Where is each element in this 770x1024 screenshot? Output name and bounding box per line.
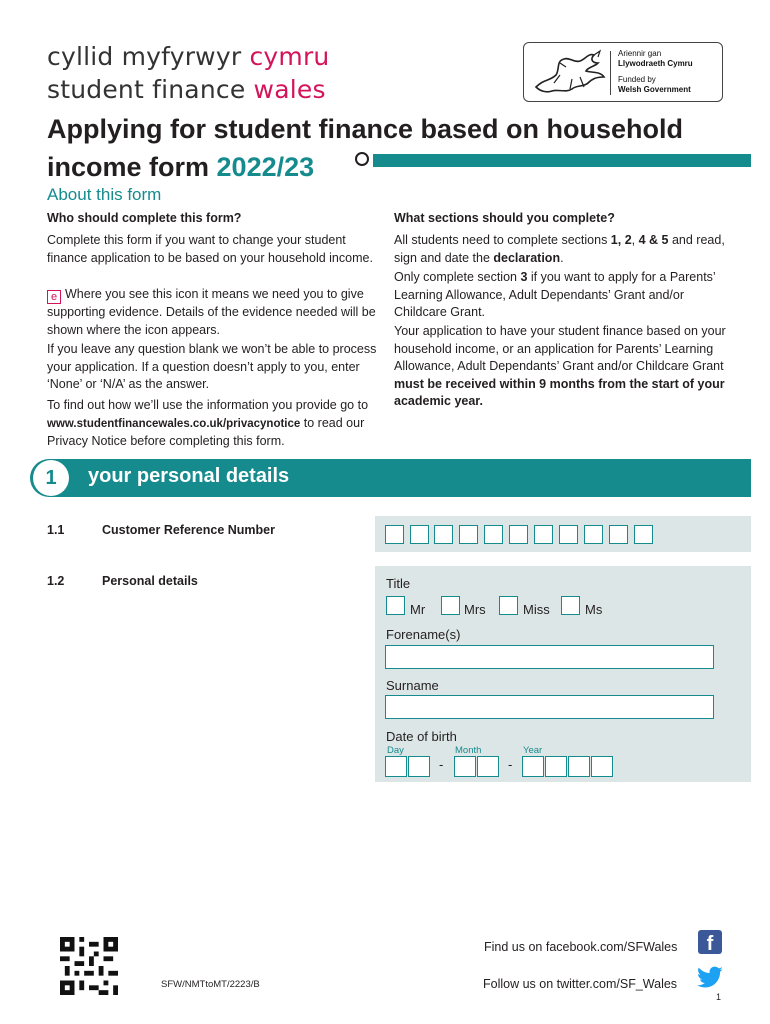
title-mr-checkbox[interactable] bbox=[386, 596, 405, 615]
facebook-icon[interactable]: f bbox=[698, 930, 722, 954]
title-year: 2022/23 bbox=[216, 152, 315, 182]
gov-logo-line4: Welsh Government bbox=[618, 85, 691, 94]
page-title bbox=[47, 110, 683, 186]
dragon-emblem-icon bbox=[530, 49, 610, 95]
gov-logo-line1: Ariennir gan bbox=[618, 49, 662, 58]
title-ms-checkbox[interactable] bbox=[561, 596, 580, 615]
dob-year-box[interactable] bbox=[591, 756, 613, 777]
crn-digit-box[interactable] bbox=[410, 525, 429, 544]
crn-digit-box[interactable] bbox=[385, 525, 404, 544]
question-label-crn: Customer Reference Number bbox=[102, 523, 275, 537]
title-accent-bar bbox=[373, 154, 751, 167]
who-paragraph-4-a: To find out how we’ll use the information you provide go to bbox=[47, 398, 369, 412]
brand-english-text: student finance bbox=[47, 75, 254, 104]
who-paragraph-3: If you leave any question blank we won’t be able to process your application. If a question doesn’t apply to you, enter ‘None’ or ‘N/A’ as the answer. bbox=[47, 342, 377, 391]
logo-divider bbox=[610, 51, 611, 95]
what-p1-g: . bbox=[560, 250, 564, 265]
title-label: Title bbox=[386, 576, 411, 591]
who-heading: Who should complete this form? bbox=[47, 211, 242, 225]
dob-label: Date of birth bbox=[386, 729, 457, 744]
welsh-government-logo bbox=[523, 42, 723, 102]
crn-digit-box[interactable] bbox=[509, 525, 528, 544]
who-paragraph-4 bbox=[47, 397, 379, 451]
what-p3-b: must be received within 9 months from the start of your academic year. bbox=[394, 376, 725, 408]
crn-digit-box[interactable] bbox=[559, 525, 578, 544]
qr-code-icon bbox=[59, 937, 119, 995]
brand-welsh-text: cyllid myfyrwyr bbox=[47, 42, 250, 71]
title-ms-label: Ms bbox=[585, 602, 603, 617]
privacy-notice-link[interactable]: www.studentfinancewales.co.uk/privacynotice bbox=[47, 417, 301, 430]
twitter-icon[interactable] bbox=[696, 966, 724, 990]
what-p1-c: , bbox=[631, 233, 639, 247]
about-heading: About this form bbox=[47, 185, 162, 204]
page-number: 1 bbox=[716, 992, 722, 1002]
crn-digit-box[interactable] bbox=[634, 525, 653, 544]
form-code: SFW/NMTtoMT/2223/B bbox=[161, 979, 260, 990]
section-number: 1 bbox=[33, 460, 69, 496]
crn-digit-box[interactable] bbox=[484, 525, 503, 544]
twitter-text: Follow us on twitter.com/SF_Wales bbox=[483, 977, 678, 991]
dob-year-label: Year bbox=[523, 745, 543, 756]
who-paragraph-2-text: Where you see this icon it means we need you to give supporting evidence. Details of the evidence needed will be shown where the icon appears. bbox=[47, 287, 376, 337]
question-number-1-1: 1.1 bbox=[47, 523, 65, 537]
dob-separator: - bbox=[439, 757, 444, 772]
title-miss-checkbox[interactable] bbox=[499, 596, 518, 615]
surname-label: Surname bbox=[386, 678, 439, 693]
evidence-icon: e bbox=[47, 290, 61, 304]
title-line1: Applying for student finance based on household bbox=[47, 114, 684, 144]
crn-digit-box[interactable] bbox=[434, 525, 453, 544]
what-p1-b: 1, 2 bbox=[610, 233, 632, 247]
title-line2: income form bbox=[47, 152, 217, 182]
question-number-1-2: 1.2 bbox=[47, 574, 65, 588]
title-mr-label: Mr bbox=[410, 602, 426, 617]
crn-digit-box[interactable] bbox=[534, 525, 553, 544]
who-paragraph-1: Complete this form if you want to change your student finance application to be based on your household income. bbox=[47, 233, 373, 265]
what-p2-a: Only complete section bbox=[394, 270, 521, 284]
dob-day-label: Day bbox=[387, 745, 404, 756]
brand-welsh-accent: cymru bbox=[249, 42, 330, 71]
title-miss-label: Miss bbox=[523, 602, 550, 617]
surname-field[interactable] bbox=[385, 695, 714, 719]
what-p2-c: if you want to apply for a Parents’ Learning Allowance, Adult Dependants’ Grant and/or Childcare Grant. bbox=[394, 270, 716, 319]
what-p1-d: 4 & 5 bbox=[638, 233, 669, 247]
forename-field[interactable] bbox=[385, 645, 714, 669]
crn-digit-box[interactable] bbox=[584, 525, 603, 544]
forename-label: Forename(s) bbox=[386, 627, 461, 642]
what-heading: What sections should you complete? bbox=[394, 211, 615, 225]
brand-english-accent: wales bbox=[253, 75, 326, 104]
what-paragraph-3 bbox=[394, 323, 734, 411]
what-p1-a: All students need to complete sections bbox=[394, 233, 611, 247]
who-paragraph-2 bbox=[47, 286, 379, 339]
gov-logo-line3: Funded by bbox=[618, 75, 656, 84]
dob-month-label: Month bbox=[455, 745, 482, 756]
dob-year-box[interactable] bbox=[568, 756, 590, 777]
dob-day-box[interactable] bbox=[385, 756, 407, 777]
dob-year-box[interactable] bbox=[545, 756, 567, 777]
what-paragraph-2 bbox=[394, 269, 734, 322]
what-p3-a: Your application to have your student finance based on your household income, or an application for Parents’ Learning Allowance, Adult Dependants’ Grant and/or Childcare Grant bbox=[394, 324, 726, 373]
section-title: your personal details bbox=[88, 465, 290, 487]
what-paragraph-1 bbox=[394, 232, 734, 267]
dob-year-box[interactable] bbox=[522, 756, 544, 777]
dob-month-box[interactable] bbox=[477, 756, 499, 777]
what-p1-e: and read, sign and date the bbox=[394, 233, 725, 265]
gov-logo-line2: Llywodraeth Cymru bbox=[618, 59, 693, 68]
title-mrs-checkbox[interactable] bbox=[441, 596, 460, 615]
what-p1-f: declaration bbox=[493, 250, 561, 265]
crn-panel bbox=[375, 516, 751, 552]
dob-day-box[interactable] bbox=[408, 756, 430, 777]
title-ring-ornament bbox=[355, 152, 369, 166]
brand-welsh bbox=[47, 42, 329, 72]
brand-english bbox=[47, 75, 326, 105]
crn-digit-box[interactable] bbox=[459, 525, 478, 544]
crn-digit-box[interactable] bbox=[609, 525, 628, 544]
question-label-personal-details: Personal details bbox=[102, 574, 198, 588]
what-p2-b: 3 bbox=[520, 270, 528, 284]
who-paragraph-4-b: to read our Privacy Notice before completing this form. bbox=[47, 415, 365, 448]
dob-month-box[interactable] bbox=[454, 756, 476, 777]
dob-separator: - bbox=[508, 757, 513, 772]
title-mrs-label: Mrs bbox=[464, 602, 486, 617]
facebook-text: Find us on facebook.com/SFWales bbox=[484, 940, 678, 954]
